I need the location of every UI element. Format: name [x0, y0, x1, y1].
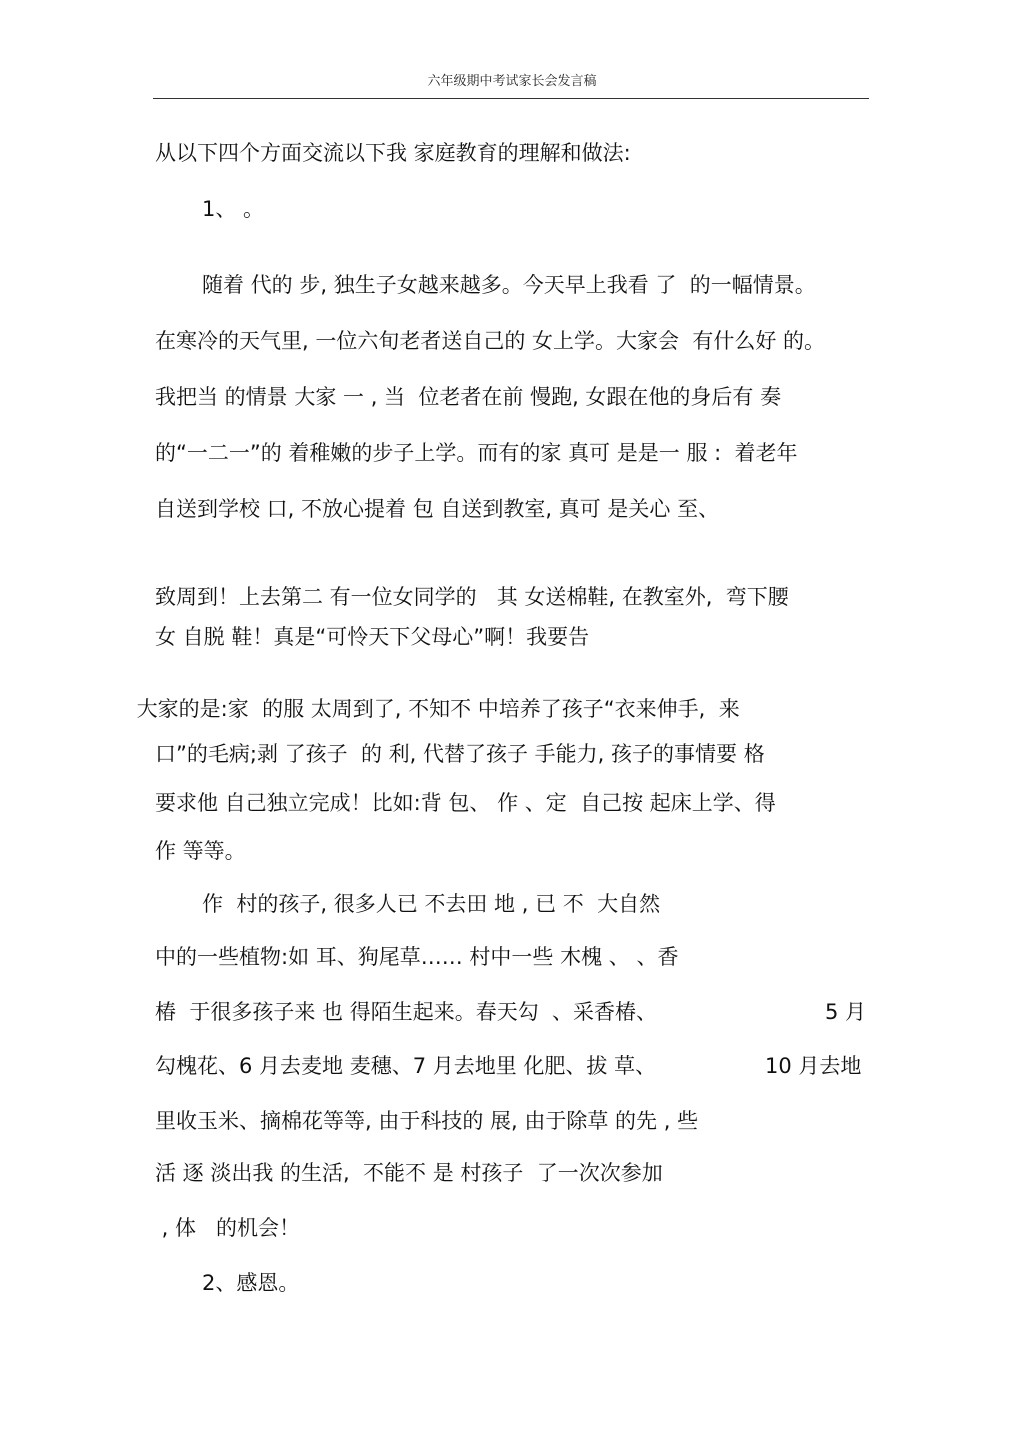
body-line: 的“一二一”的 着稚嫩的步子上学。而有的家 真可 是是一 服 : 着老年 [155, 441, 798, 465]
body-line: , 体 的机会！ [155, 1216, 301, 1240]
header-divider [153, 98, 869, 99]
body-line: 我把当 的情景 大家 一 , 当 位老者在前 慢跑, 女跟在他的身后有 奏 [155, 385, 782, 409]
body-line-fragment: 5 月 [825, 1000, 867, 1024]
page-header-title: 六年级期中考试家长会发言稿 [427, 74, 597, 89]
body-line: 在寒冷的天气里, 一位六旬老者送自己的 女上学。大家会 有什么好 的。 [155, 329, 826, 353]
body-line: 作 等等。 [155, 839, 246, 863]
body-line-fragment: 10 月去地 [765, 1054, 862, 1078]
section-heading: 1、 。 [202, 197, 265, 221]
body-line: 中的一些植物:如 耳、狗尾草…… 村中一些 木槐 、 、香 [155, 945, 679, 969]
body-line: 口”的毛病;剥 了孩子 的 利, 代替了孩子 手能力, 孩子的事情要 格 [155, 742, 765, 766]
body-line: 自送到学校 口, 不放心提着 包 自送到教室, 真可 是关心 至、 [155, 497, 720, 521]
body-line: 里收玉米、摘棉花等等, 由于科技的 展, 由于除草 的先 , 些 [155, 1109, 699, 1133]
body-line: 活 逐 淡出我 的生活, 不能不 是 村孩子 了一次次参加 [155, 1161, 663, 1185]
body-line: 要求他 自己独立完成！比如:背 包、 作 、定 自己按 起床上学、得 [155, 791, 776, 815]
section-heading: 2、感恩。 [202, 1271, 300, 1295]
body-line: 致周到！上去第二 有一位女同学的 其 女送棉鞋, 在教室外, 弯下腰 [155, 585, 789, 609]
body-line: 从以下四个方面交流以下我 家庭教育的理解和做法: [155, 141, 631, 165]
body-line: 椿 于很多孩子来 也 得陌生起来。春天勾 、采香椿、 [155, 1000, 658, 1024]
body-line: 随着 代的 步, 独生子女越来越多。今天早上我看 了 的一幅情景。 [202, 273, 816, 297]
body-line: 作 村的孩子, 很多人已 不去田 地 , 已 不 大自然 [202, 892, 661, 916]
body-line: 勾槐花、6 月去麦地 麦穗、7 月去地里 化肥、拔 草、 [155, 1054, 657, 1078]
body-line: 大家的是:家 的服 太周到了, 不知不 中培养了孩子“衣来伸手, 来 [130, 697, 740, 721]
body-line: 女 自脱 鞋！真是“可怜天下父母心”啊！我要告 [155, 625, 590, 649]
